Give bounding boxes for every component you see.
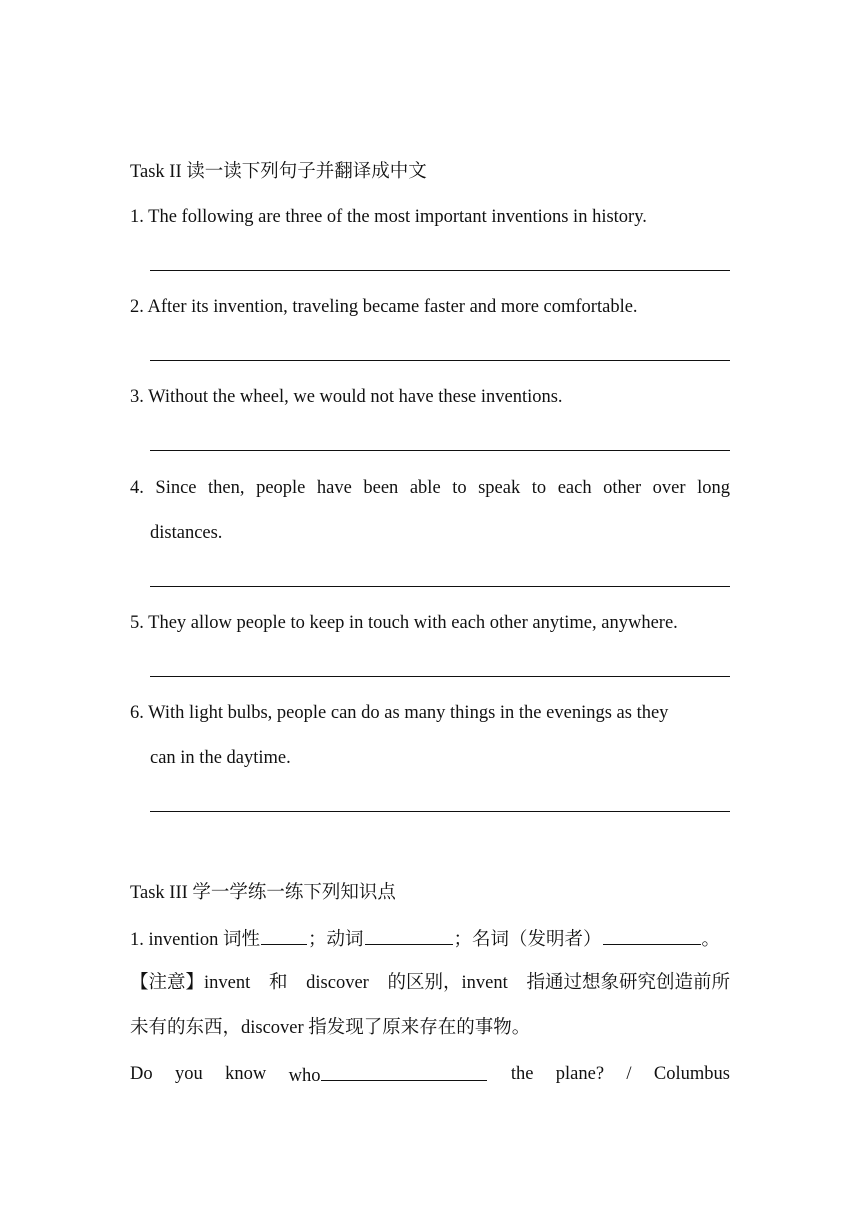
word: 4. — [130, 478, 144, 498]
part-of-speech-blank[interactable] — [261, 926, 307, 945]
answer-line-2[interactable] — [150, 360, 730, 361]
sentence-4-line1 — [130, 476, 730, 500]
task3-heading: Task III 学一学练一练下列知识点 — [130, 883, 396, 903]
noun-blank[interactable] — [603, 926, 701, 945]
answer-line-1[interactable] — [150, 270, 730, 271]
note-word: discover — [306, 973, 369, 993]
question-line — [130, 1062, 730, 1088]
answer-line-4[interactable] — [150, 586, 730, 587]
word: long — [697, 478, 730, 498]
word: people — [256, 478, 306, 498]
word: to — [531, 478, 547, 498]
sentence-2: 2. After its invention, traveling became faster and more comfortable. — [130, 297, 638, 317]
sentence-6-line1: 6. With light bulbs, people can do as many things in the evenings as they — [130, 703, 669, 723]
q-word: who — [288, 1066, 321, 1086]
verb-blank[interactable] — [365, 926, 453, 945]
note-word: 和 — [268, 973, 288, 993]
word: to — [452, 478, 467, 498]
q-word: know — [225, 1064, 267, 1084]
q-word: you — [174, 1064, 203, 1084]
word: have — [316, 478, 352, 498]
answer-line-5[interactable] — [150, 676, 730, 677]
answer-line-3[interactable] — [150, 450, 730, 451]
q-word: / — [626, 1064, 632, 1084]
sentence-4-line2: distances. — [150, 523, 223, 543]
q-word: Do — [130, 1064, 153, 1084]
word: Since — [155, 478, 197, 498]
task3-item-1 — [130, 926, 730, 952]
word: other — [603, 478, 642, 498]
word: over — [652, 478, 686, 498]
answer-line-6[interactable] — [150, 811, 730, 812]
noun-label: ；名词（发明者） — [453, 930, 602, 950]
note-line2: 未有的东西，discover 指发现了原来存在的事物。 — [130, 1018, 531, 1038]
word: been — [363, 478, 399, 498]
sentence-5: 5. They allow people to keep in touch with each other anytime, anywhere. — [130, 613, 678, 633]
note-word: 【注意】invent — [130, 973, 251, 993]
q-word: Columbus — [653, 1064, 730, 1084]
item1-prefix: 1. invention 词性 — [130, 930, 261, 950]
q-word: plane? — [555, 1064, 605, 1084]
sentence-3: 3. Without the wheel, we would not have these inventions. — [130, 387, 563, 407]
note-line1 — [130, 971, 730, 995]
note-word: 指通过想象研究创造前所 — [526, 973, 730, 993]
question-blank[interactable] — [321, 1062, 487, 1081]
sentence-1: 1. The following are three of the most important inventions in history. — [130, 207, 647, 227]
note-word: 的区别，invent — [387, 973, 508, 993]
item1-end: 。 — [701, 930, 721, 950]
task2-heading: Task II 读一读下列句子并翻译成中文 — [130, 162, 427, 182]
word: speak — [478, 478, 521, 498]
word: each — [557, 478, 592, 498]
q-word-with-blank — [289, 1062, 489, 1088]
q-word: the — [510, 1064, 534, 1084]
verb-label: ；动词 — [308, 930, 364, 950]
sentence-6-line2: can in the daytime. — [150, 748, 291, 768]
word: then, — [208, 478, 245, 498]
word: able — [409, 478, 441, 498]
